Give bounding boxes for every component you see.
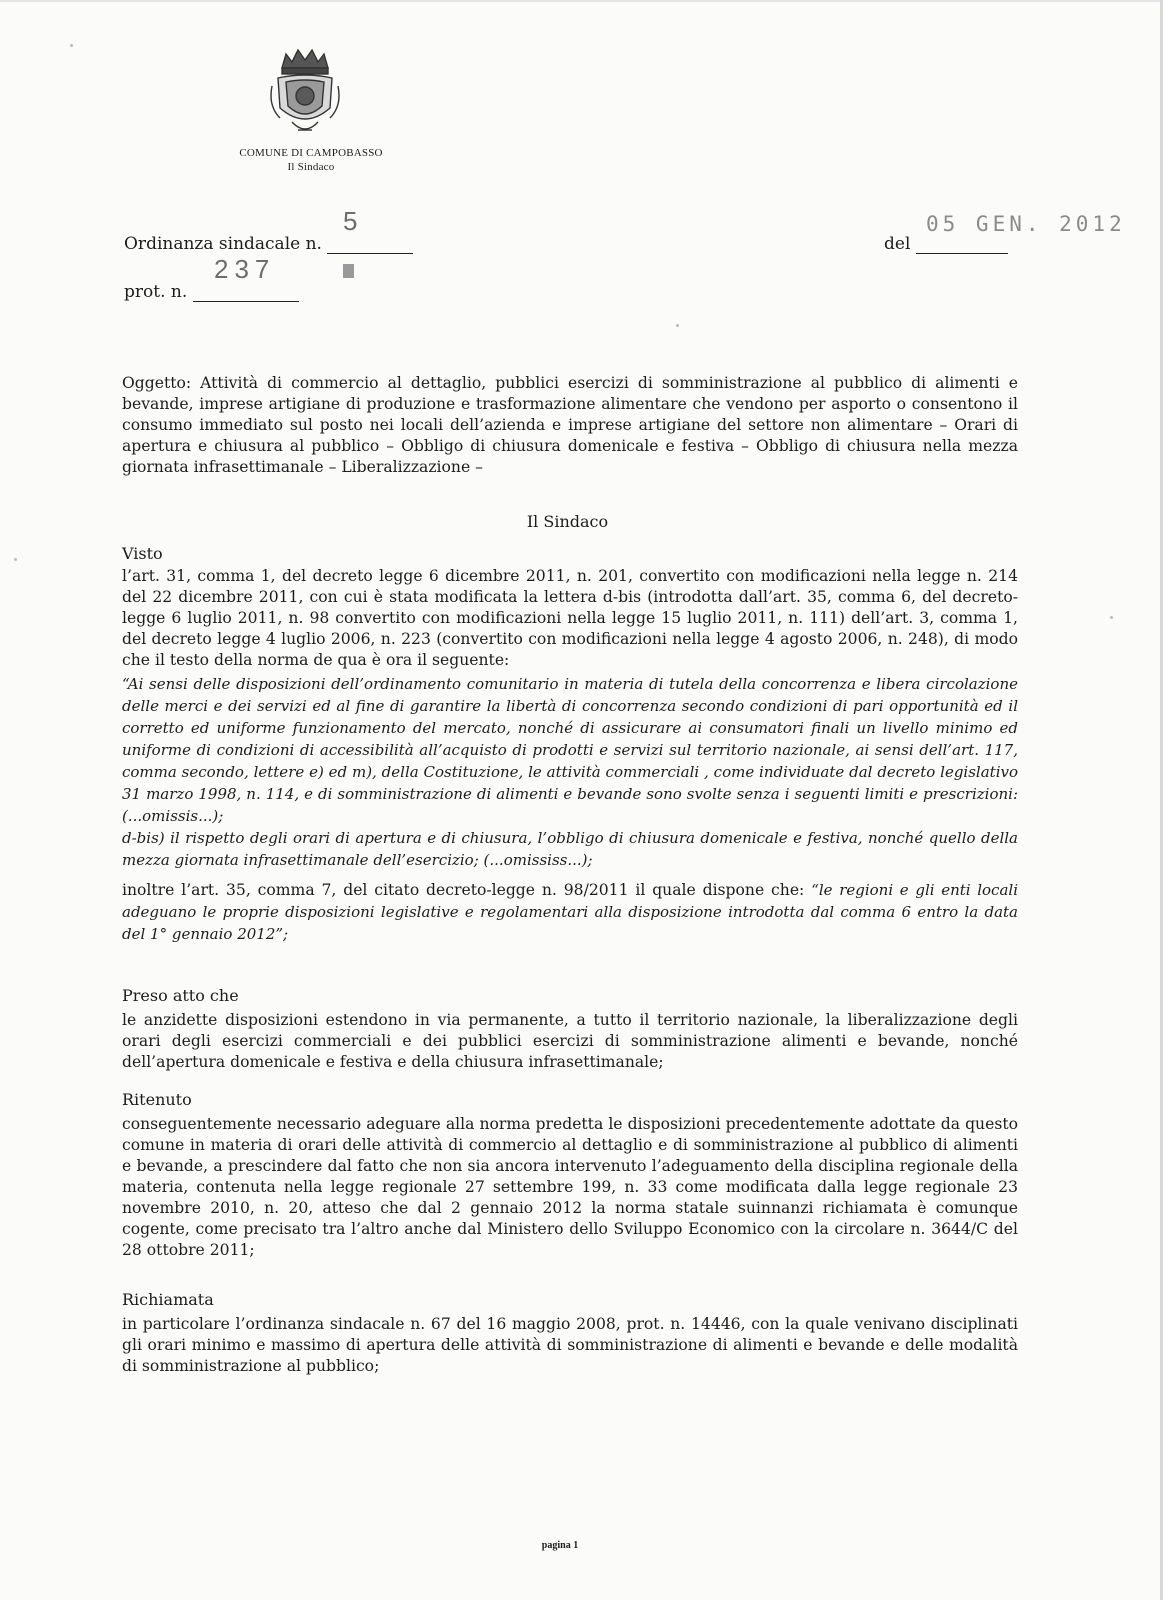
- ritenuto-text: conseguentemente necessario adeguare alla norma predetta le disposizioni precedentemente adottate da questo comune in materia di orari delle attività di commercio al dettaglio e di somministrazione al pubblico di alimenti e bevande, a prescindere dal fatto che non sia ancora intervenuto l’adeguamento della disciplina regionale della materia, contenuta nella legge regionale 27 settembre 199, n. 33 come modificata dalla legge regionale 23 novembre 2010, n. 20, atteso che dal 2 gennaio 2012 la norma statale suinnanzi richiamata è comunque cogente, come precisato tra l’altro anche dal Ministero dello Sviluppo Economico con la circolare n. 3644/C del 28 ottobre 2011;: [122, 1115, 1018, 1259]
- date-label: del: [884, 234, 911, 254]
- coat-of-arms-icon: [268, 46, 342, 138]
- richiamata-text: in particolare l’ordinanza sindacale n. 67 del 16 maggio 2008, prot. n. 14446, con la quale venivano disciplinati gli orari minimo e massimo di apertura delle attività di somministrazione di alimenti e bevande e delle modalità di somministrazione al pubblico;: [122, 1315, 1018, 1375]
- protocol-number-line: [124, 282, 299, 302]
- date-stamp: 05 GEN. 2012: [926, 212, 1126, 236]
- preso-atto-heading: Preso atto che: [122, 986, 239, 1005]
- visto-text: l’art. 31, comma 1, del decreto legge 6 dicembre 2011, n. 201, convertito con modificazioni nella legge n. 214 del 22 dicembre 2011, con cui è stata modificata la lettera d-bis (introdotta dall’art. 35, comma 6, del decreto-legge 6 luglio 2011, n. 98 convertito con modificazioni nella legge 15 luglio 2011, n. 111) dell’art. 3, comma 1, del decreto legge 4 luglio 2006, n. 223 (convertito con modificazioni nella legge 4 agosto 2006, n. 248), di modo che il testo della norma de qua è ora il seguente:: [122, 567, 1018, 669]
- ordinance-number: 5: [343, 206, 358, 236]
- authority-role: Il Sindaco: [287, 161, 335, 173]
- municipality-name: COMUNE DI CAMPOBASSO: [239, 147, 383, 159]
- scan-speck: [676, 324, 679, 327]
- ordinance-label: Ordinanza sindacale n.: [124, 234, 322, 254]
- page-number: pagina 1: [541, 1540, 579, 1551]
- visto-heading: Visto: [122, 544, 163, 563]
- visto-section: [122, 566, 1018, 945]
- date-blank: [916, 235, 1008, 254]
- document-title: Il Sindaco: [526, 512, 609, 531]
- scan-speck: [70, 44, 73, 47]
- stamp-mark-icon: [342, 262, 356, 282]
- scan-speck: [1110, 616, 1113, 619]
- subject-text: Oggetto: Attività di commercio al dettaglio, pubblici esercizi di somministrazione al pubblico di alimenti e bevande, imprese artigiane di produzione e trasformazione alimentare che vendono per asporto o consentono il consumo immediato sul posto nei locali dell’azienda e imprese artigiane del settore non alimentare – Orari di apertura e chiusura al pubblico – Obbligo di chiusura domenicale e festiva – Obbligo di chiusura nella mezza giornata infrasettimanale – Liberalizzazione –: [122, 374, 1018, 476]
- protocol-number-blank: [193, 283, 299, 302]
- scan-speck: [14, 558, 17, 561]
- ritenuto-heading: Ritenuto: [122, 1090, 192, 1109]
- quoted-dbis-text: d-bis) il rispetto degli orari di apertura e di chiusura, l’obbligo di chiusura domenicale e festiva, nonché quello della mezza giornata infrasettimanale dell’esercizio; (...omississ...);: [122, 829, 1018, 869]
- date-line: [884, 234, 1008, 254]
- ritenuto-section: [122, 1114, 1018, 1261]
- richiamata-section: [122, 1314, 1018, 1377]
- quoted-article-text: “le regioni e gli enti locali adeguano le proprie disposizioni legislative e regolamentari alla disposizione introdotta dal comma 6 entro la data del 1° gennaio 2012”;: [122, 881, 1018, 943]
- quoted-law-text: “Ai sensi delle disposizioni dell’ordinamento comunitario in materia di tutela della concorrenza e libera circolazione delle merci e dei servizi ed al fine di garantire la libertà di concorrenza secondo condizioni di pari opportunità ed il corretto ed uniforme funzionamento del mercato, nonché di assicurare ai consumatori finali un livello minimo ed uniforme di condizioni di accessibilità all’acquisto di prodotti e servizi sul territorio nazionale, ai sensi dell’art. 117, comma secondo, lettere e) ed m), della Costituzione, le attività commerciali , come individuate dal decreto legislativo 31 marzo 1998, n. 114, e di somministrazione di alimenti e bevande sono svolte senza i seguenti limiti e prescrizioni: (...omissis...);: [122, 675, 1018, 825]
- protocol-label: prot. n.: [124, 282, 188, 302]
- ordinance-number-line: [124, 234, 413, 254]
- visto-text-continued: inoltre l’art. 35, comma 7, del citato decreto-legge n. 98/2011 il quale dispone che:: [122, 881, 805, 899]
- preso-atto-text: le anzidette disposizioni estendono in via permanente, a tutto il territorio nazionale, la liberalizzazione degli orari degli esercizi commerciali e dei pubblici esercizi di somministrazione alimenti e bevande, nonché dell’apertura domenicale e festiva e della chiusura infrasettimanale;: [122, 1011, 1018, 1071]
- richiamata-heading: Richiamata: [122, 1290, 214, 1309]
- ordinance-number-blank: [327, 235, 413, 254]
- preso-atto-section: [122, 1010, 1018, 1073]
- protocol-number: 237: [214, 254, 276, 284]
- subject-paragraph: [122, 373, 1018, 478]
- scan-top-edge: [0, 0, 1163, 2]
- issuing-authority: [230, 146, 392, 174]
